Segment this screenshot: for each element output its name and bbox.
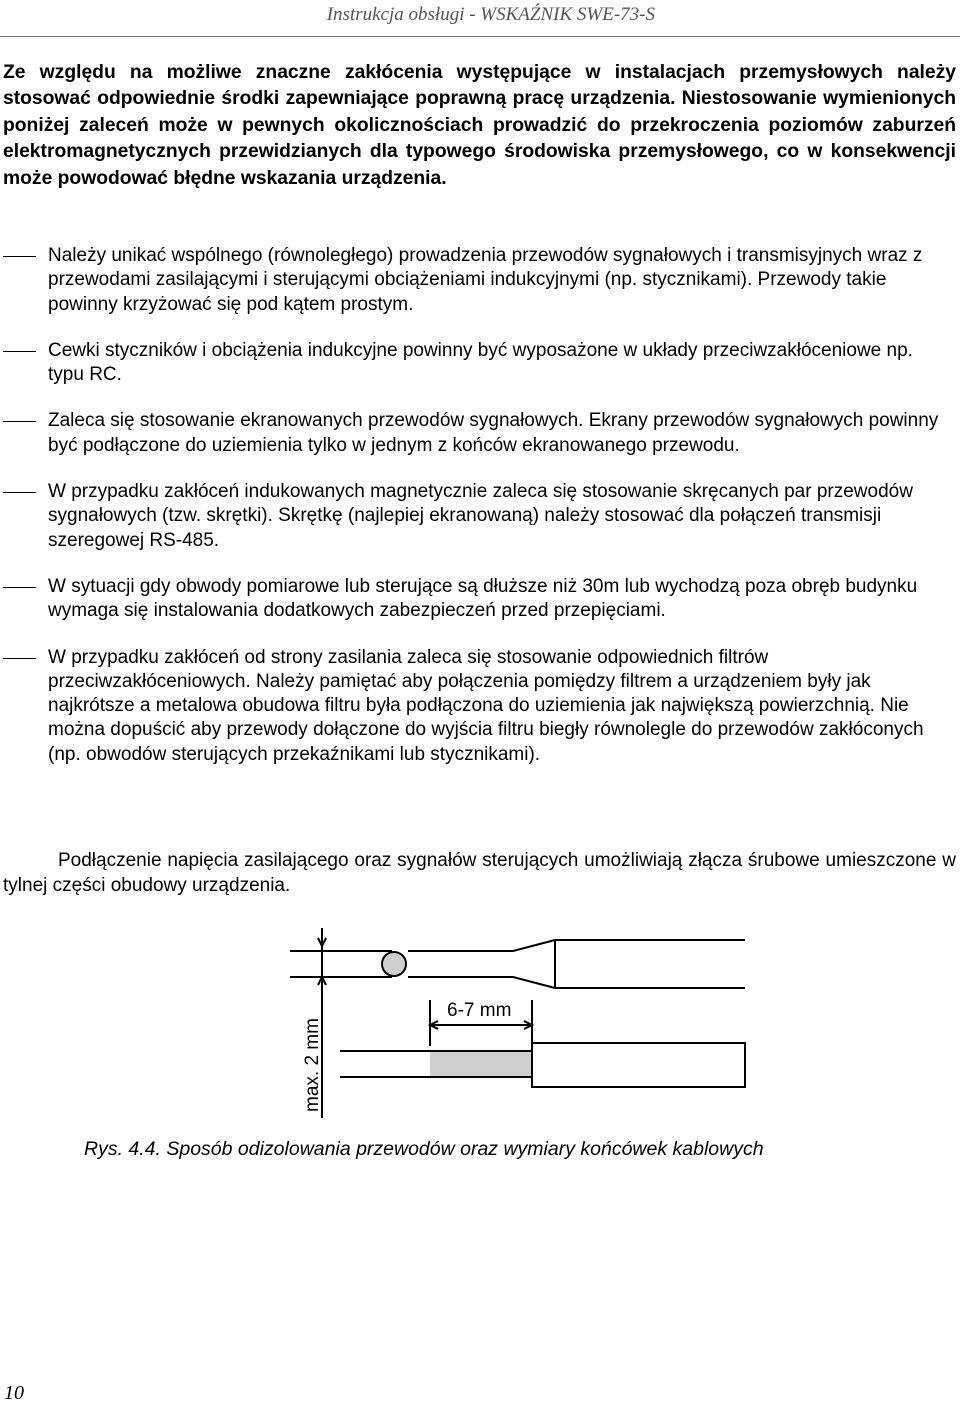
dash-bullet: [3, 658, 36, 659]
stripped-conductor: [430, 1051, 532, 1077]
list-item-text: Zaleca się stosowanie ekranowanych przewodów sygnałowych. Ekrany przewodów sygnałowych powinny być podłączone do uziemienia tylko w jednym z końców ekranowanego przewodu.: [48, 410, 939, 456]
list-item: [0, 480, 950, 553]
diameter-label: max. 2 mm: [302, 1018, 323, 1112]
list-item: [0, 244, 950, 317]
list-item: [0, 646, 950, 767]
length-label: 6-7 mm: [447, 1000, 512, 1021]
document-header: Instrukcja obsługi - WSKAŹNIK SWE-73-S: [326, 4, 655, 25]
figure-caption: Rys. 4.4. Sposób odizolowania przewodów oraz wymiary końcówek kablowych: [84, 1138, 764, 1160]
dash-bullet: [3, 256, 36, 257]
list-item-text: Cewki styczników i obciążenia indukcyjne powinny być wyposażone w układy przeciwzakłóceniowe np. typu RC.: [48, 339, 913, 386]
ferrule-cone-bottom: [513, 977, 555, 988]
list-item: [0, 339, 950, 388]
cable-stripping-figure: [0, 925, 960, 1125]
cable-insulation: [532, 1043, 745, 1087]
dash-bullet: [3, 421, 36, 422]
emc-warning-paragraph: Ze względu na możliwe znaczne zakłócenia występujące w instalacjach przemysłowych należy stosować odpowiednie środki zapewniające poprawną pracę urządzenia. Niestosowanie wymienionych poniżej zaleceń może w pewnych okolicznościach prowadzić do przekroczenia poziomów zaburzeń elektromagnetycznych przewidzianych dla typowego środowiska przemysłowego, co w konsekwencji może powodować błędne wskazania urządzenia.: [3, 62, 956, 189]
list-item-text: W przypadku zakłóceń indukowanych magnetycznie zaleca się stosowanie skręcanych par przewodów sygnałowych (tzw. skrętki). Skrętkę (najlepiej ekranowaną) należy stosować dla połączeń transmisji szeregowej RS-485.: [48, 481, 913, 551]
header-rule: [0, 36, 960, 37]
wire-cross-section: [382, 952, 406, 976]
dash-bullet: [3, 492, 36, 493]
ferrule-cone-top: [513, 940, 555, 951]
list-item: [0, 575, 950, 624]
list-item-text: Należy unikać wspólnego (równoległego) prowadzenia przewodów sygnałowych i transmisyjnych wraz z przewodami zasilającymi i sterującymi obciążeniami indukcyjnymi (np. stycznikami). Przewody takie powinny krzyżować się pod kątem prostym.: [48, 245, 923, 315]
dash-bullet: [3, 351, 36, 352]
connection-intro-paragraph: Podłączenie napięcia zasilającego oraz sygnałów sterujących umożliwiają złącza śrubowe umieszczone w tylnej części obudowy urządzenia.: [3, 850, 956, 896]
list-item: [0, 409, 950, 458]
dash-bullet: [3, 587, 36, 588]
recommendations-list: [0, 244, 950, 789]
page-number: 10: [4, 1382, 24, 1404]
list-item-text: W sytuacji gdy obwody pomiarowe lub sterujące są dłuższe niż 30m lub wychodzą poza obręb budynku wymaga się instalowania dodatkowych zabezpieczeń przed przepięciami.: [48, 575, 918, 622]
list-item-text: W przypadku zakłóceń od strony zasilania zaleca się stosowanie odpowiednich filtrów przeciwzakłóceniowych. Należy pamiętać aby połączenia pomiędzy filtrem a urządzeniem były jak najkrótsze a metalowa obudowa filtru była podłączona do uziemienia jak największą powierzchnią. Nie można dopuścić aby przewody dołączone do wyjścia filtru biegły równolegle do przewodów zakłóconych (np. obwodów sterujących przekaźnikami lub stycznikami).: [48, 646, 924, 765]
